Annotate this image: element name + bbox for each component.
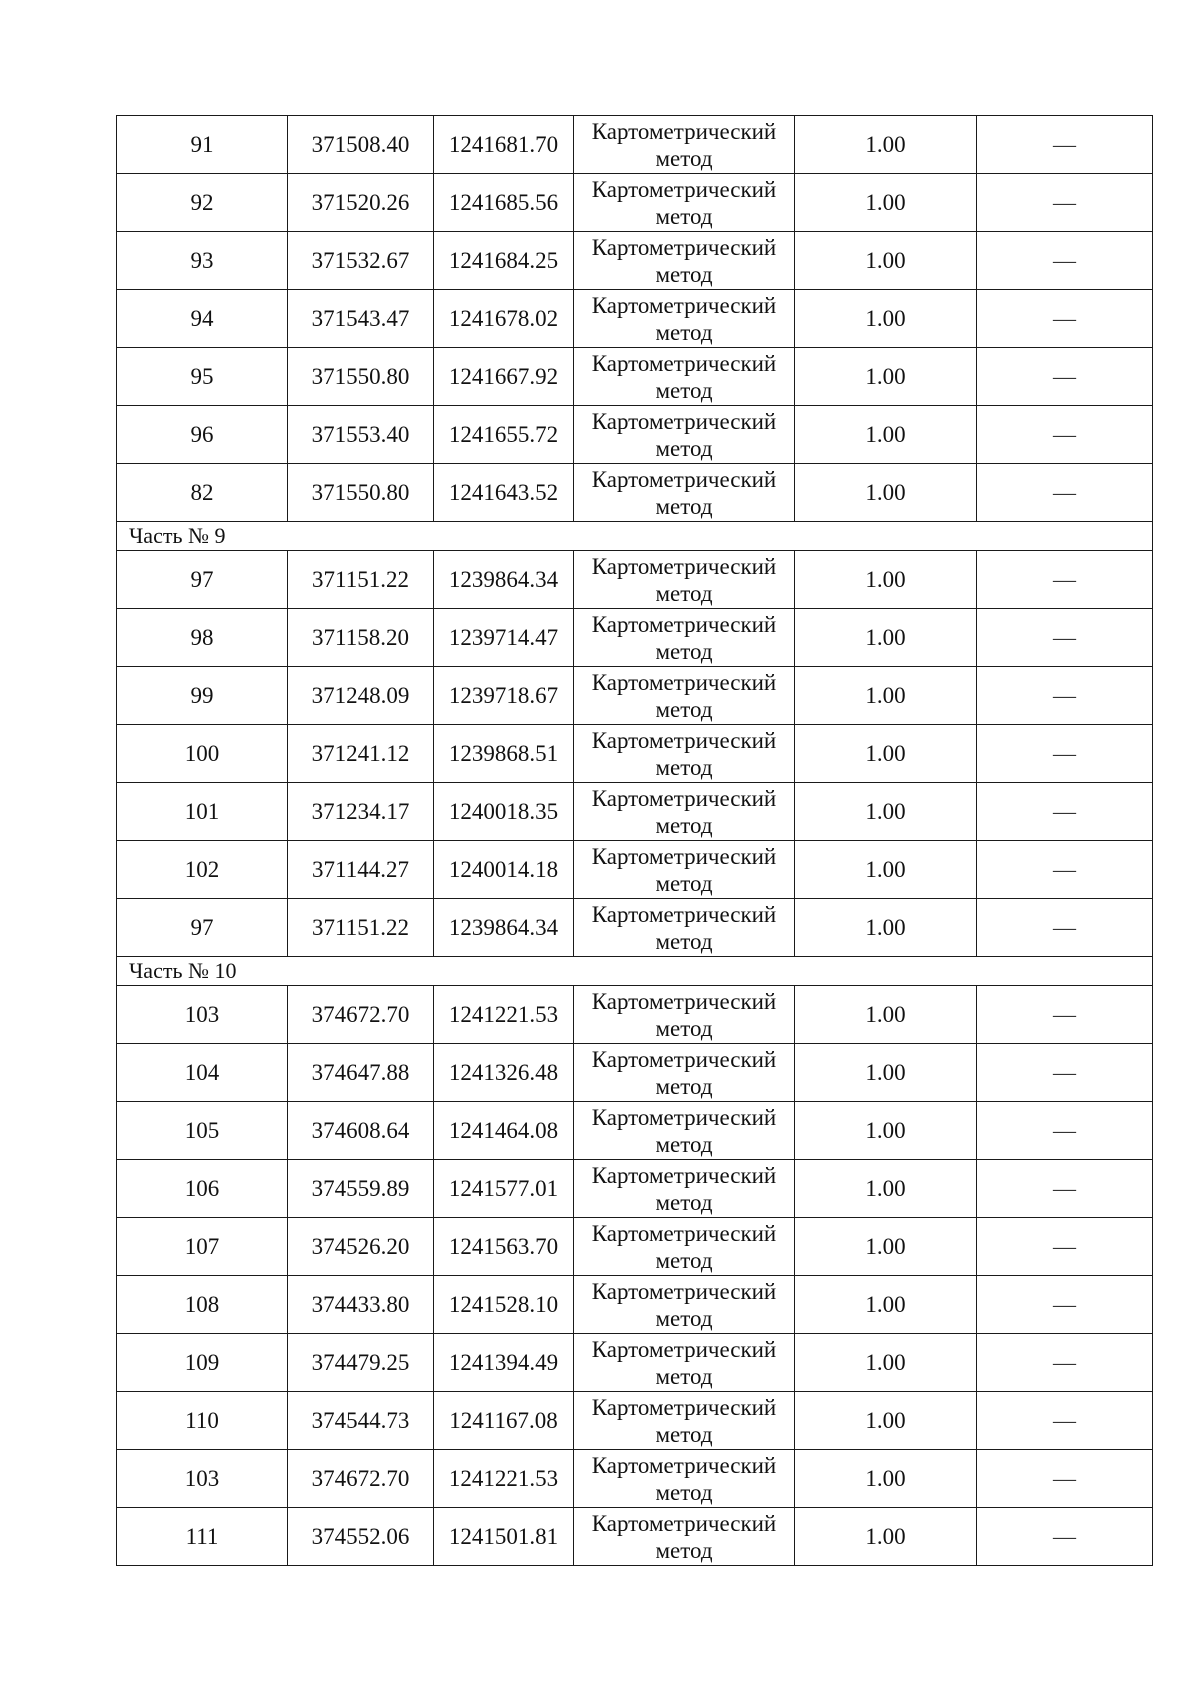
method-text-line1: Картометрический <box>591 350 777 376</box>
x-coordinate-cell: 371151.22 <box>288 551 434 609</box>
table-row <box>117 174 1153 232</box>
table-row <box>117 609 1153 667</box>
method-text-line2: метод <box>655 319 713 345</box>
method-text-line1: Картометрический <box>591 1162 777 1188</box>
table-row <box>117 783 1153 841</box>
method-text-line2: метод <box>655 145 713 171</box>
y-coordinate-cell: 1241394.49 <box>434 1334 574 1392</box>
y-coordinate-cell: 1241167.08 <box>434 1392 574 1450</box>
description-cell: — <box>977 348 1153 406</box>
description-cell: — <box>977 232 1153 290</box>
x-coordinate-cell: 371248.09 <box>288 667 434 725</box>
point-number-cell: 97 <box>117 551 288 609</box>
point-number-cell: 103 <box>117 1450 288 1508</box>
description-cell: — <box>977 725 1153 783</box>
method-text-line2: метод <box>655 1015 713 1041</box>
y-coordinate-cell: 1241563.70 <box>434 1218 574 1276</box>
method-text-line2: метод <box>655 1131 713 1157</box>
description-cell: — <box>977 1102 1153 1160</box>
table-row <box>117 290 1153 348</box>
method-cell <box>574 232 795 290</box>
method-text-line1: Картометрический <box>591 553 777 579</box>
method-text-line1: Картометрический <box>591 466 777 492</box>
y-coordinate-cell: 1241655.72 <box>434 406 574 464</box>
x-coordinate-cell: 374672.70 <box>288 986 434 1044</box>
accuracy-cell: 1.00 <box>795 841 977 899</box>
x-coordinate-cell: 371158.20 <box>288 609 434 667</box>
point-number-cell: 104 <box>117 1044 288 1102</box>
method-text-line2: метод <box>655 580 713 606</box>
method-text-line2: метод <box>655 754 713 780</box>
method-text-line1: Картометрический <box>591 1452 777 1478</box>
accuracy-cell: 1.00 <box>795 725 977 783</box>
y-coordinate-cell: 1239864.34 <box>434 899 574 957</box>
method-cell <box>574 551 795 609</box>
method-cell <box>574 1508 795 1566</box>
point-number-cell: 98 <box>117 609 288 667</box>
method-text-line2: метод <box>655 1189 713 1215</box>
table-row <box>117 667 1153 725</box>
accuracy-cell: 1.00 <box>795 406 977 464</box>
y-coordinate-cell: 1239718.67 <box>434 667 574 725</box>
description-cell: — <box>977 1160 1153 1218</box>
x-coordinate-cell: 374647.88 <box>288 1044 434 1102</box>
method-text-line1: Картометрический <box>591 727 777 753</box>
description-cell: — <box>977 1218 1153 1276</box>
y-coordinate-cell: 1241667.92 <box>434 348 574 406</box>
point-number-cell: 103 <box>117 986 288 1044</box>
point-number-cell: 100 <box>117 725 288 783</box>
description-cell: — <box>977 1450 1153 1508</box>
method-text-line1: Картометрический <box>591 1278 777 1304</box>
table-row <box>117 1160 1153 1218</box>
accuracy-cell: 1.00 <box>795 783 977 841</box>
method-text-line2: метод <box>655 870 713 896</box>
description-cell: — <box>977 116 1153 174</box>
y-coordinate-cell: 1241643.52 <box>434 464 574 522</box>
x-coordinate-cell: 371543.47 <box>288 290 434 348</box>
y-coordinate-cell: 1239714.47 <box>434 609 574 667</box>
method-text-line1: Картометрический <box>591 176 777 202</box>
part-label: Часть № 10 <box>117 957 1153 986</box>
accuracy-cell: 1.00 <box>795 1160 977 1218</box>
accuracy-cell: 1.00 <box>795 1334 977 1392</box>
x-coordinate-cell: 374552.06 <box>288 1508 434 1566</box>
description-cell: — <box>977 667 1153 725</box>
description-cell: — <box>977 1276 1153 1334</box>
x-coordinate-cell: 371520.26 <box>288 174 434 232</box>
table-row <box>117 1450 1153 1508</box>
table-row <box>117 1392 1153 1450</box>
table-row <box>117 986 1153 1044</box>
y-coordinate-cell: 1239864.34 <box>434 551 574 609</box>
method-text-line1: Картометрический <box>591 1220 777 1246</box>
method-cell <box>574 609 795 667</box>
description-cell: — <box>977 1044 1153 1102</box>
table-row <box>117 348 1153 406</box>
method-text-line1: Картометрический <box>591 785 777 811</box>
point-number-cell: 105 <box>117 1102 288 1160</box>
y-coordinate-cell: 1241684.25 <box>434 232 574 290</box>
method-text-line1: Картометрический <box>591 1336 777 1362</box>
method-text-line2: метод <box>655 377 713 403</box>
method-cell <box>574 348 795 406</box>
part-header-row <box>117 522 1153 551</box>
accuracy-cell: 1.00 <box>795 1508 977 1566</box>
method-text-line1: Картометрический <box>591 408 777 434</box>
point-number-cell: 96 <box>117 406 288 464</box>
point-number-cell: 107 <box>117 1218 288 1276</box>
y-coordinate-cell: 1241464.08 <box>434 1102 574 1160</box>
method-text-line2: метод <box>655 1247 713 1273</box>
table-row <box>117 1334 1153 1392</box>
coordinates-table <box>116 115 1153 1566</box>
point-number-cell: 109 <box>117 1334 288 1392</box>
accuracy-cell: 1.00 <box>795 1218 977 1276</box>
accuracy-cell: 1.00 <box>795 232 977 290</box>
table-row <box>117 406 1153 464</box>
method-cell <box>574 725 795 783</box>
method-text-line2: метод <box>655 1479 713 1505</box>
description-cell: — <box>977 899 1153 957</box>
accuracy-cell: 1.00 <box>795 551 977 609</box>
x-coordinate-cell: 374544.73 <box>288 1392 434 1450</box>
method-text-line1: Картометрический <box>591 1046 777 1072</box>
method-text-line2: метод <box>655 1363 713 1389</box>
description-cell: — <box>977 406 1153 464</box>
y-coordinate-cell: 1241221.53 <box>434 986 574 1044</box>
part-label: Часть № 9 <box>117 522 1153 551</box>
method-cell <box>574 1450 795 1508</box>
accuracy-cell: 1.00 <box>795 609 977 667</box>
coordinates-table-body <box>117 116 1153 1566</box>
point-number-cell: 82 <box>117 464 288 522</box>
point-number-cell: 94 <box>117 290 288 348</box>
method-cell <box>574 1160 795 1218</box>
x-coordinate-cell: 374433.80 <box>288 1276 434 1334</box>
description-cell: — <box>977 551 1153 609</box>
method-text-line1: Картометрический <box>591 118 777 144</box>
method-text-line2: метод <box>655 261 713 287</box>
x-coordinate-cell: 374608.64 <box>288 1102 434 1160</box>
point-number-cell: 111 <box>117 1508 288 1566</box>
y-coordinate-cell: 1241685.56 <box>434 174 574 232</box>
description-cell: — <box>977 1334 1153 1392</box>
method-text-line2: метод <box>655 928 713 954</box>
method-cell <box>574 116 795 174</box>
method-cell <box>574 841 795 899</box>
description-cell: — <box>977 1508 1153 1566</box>
method-text-line1: Картометрический <box>591 669 777 695</box>
method-text-line2: метод <box>655 1421 713 1447</box>
description-cell: — <box>977 290 1153 348</box>
method-text-line1: Картометрический <box>591 1394 777 1420</box>
x-coordinate-cell: 374559.89 <box>288 1160 434 1218</box>
description-cell: — <box>977 1392 1153 1450</box>
accuracy-cell: 1.00 <box>795 464 977 522</box>
method-cell <box>574 1218 795 1276</box>
accuracy-cell: 1.00 <box>795 1044 977 1102</box>
method-cell <box>574 1102 795 1160</box>
point-number-cell: 93 <box>117 232 288 290</box>
table-row <box>117 1276 1153 1334</box>
x-coordinate-cell: 371144.27 <box>288 841 434 899</box>
method-cell <box>574 1044 795 1102</box>
table-row <box>117 725 1153 783</box>
description-cell: — <box>977 174 1153 232</box>
method-text-line1: Картометрический <box>591 1104 777 1130</box>
method-cell <box>574 464 795 522</box>
method-cell <box>574 783 795 841</box>
method-text-line1: Картометрический <box>591 843 777 869</box>
point-number-cell: 97 <box>117 899 288 957</box>
method-cell <box>574 1392 795 1450</box>
description-cell: — <box>977 783 1153 841</box>
method-text-line1: Картометрический <box>591 292 777 318</box>
x-coordinate-cell: 374479.25 <box>288 1334 434 1392</box>
method-cell <box>574 1276 795 1334</box>
point-number-cell: 99 <box>117 667 288 725</box>
accuracy-cell: 1.00 <box>795 1392 977 1450</box>
table-row <box>117 1218 1153 1276</box>
x-coordinate-cell: 371553.40 <box>288 406 434 464</box>
point-number-cell: 92 <box>117 174 288 232</box>
method-text-line1: Картометрический <box>591 611 777 637</box>
part-header-row <box>117 957 1153 986</box>
y-coordinate-cell: 1239868.51 <box>434 725 574 783</box>
method-text-line2: метод <box>655 1537 713 1563</box>
accuracy-cell: 1.00 <box>795 116 977 174</box>
description-cell: — <box>977 986 1153 1044</box>
method-text-line2: метод <box>655 1305 713 1331</box>
accuracy-cell: 1.00 <box>795 174 977 232</box>
method-cell <box>574 1334 795 1392</box>
method-cell <box>574 290 795 348</box>
x-coordinate-cell: 371241.12 <box>288 725 434 783</box>
y-coordinate-cell: 1240014.18 <box>434 841 574 899</box>
x-coordinate-cell: 374672.70 <box>288 1450 434 1508</box>
method-text-line2: метод <box>655 812 713 838</box>
method-text-line2: метод <box>655 493 713 519</box>
x-coordinate-cell: 374526.20 <box>288 1218 434 1276</box>
y-coordinate-cell: 1241681.70 <box>434 116 574 174</box>
y-coordinate-cell: 1240018.35 <box>434 783 574 841</box>
method-text-line2: метод <box>655 203 713 229</box>
point-number-cell: 106 <box>117 1160 288 1218</box>
table-row <box>117 841 1153 899</box>
description-cell: — <box>977 609 1153 667</box>
point-number-cell: 102 <box>117 841 288 899</box>
table-row <box>117 551 1153 609</box>
table-row <box>117 1508 1153 1566</box>
accuracy-cell: 1.00 <box>795 899 977 957</box>
table-row <box>117 116 1153 174</box>
method-text-line2: метод <box>655 435 713 461</box>
table-row <box>117 1102 1153 1160</box>
method-cell <box>574 899 795 957</box>
accuracy-cell: 1.00 <box>795 1450 977 1508</box>
accuracy-cell: 1.00 <box>795 986 977 1044</box>
y-coordinate-cell: 1241221.53 <box>434 1450 574 1508</box>
method-text-line2: метод <box>655 1073 713 1099</box>
description-cell: — <box>977 841 1153 899</box>
method-text-line2: метод <box>655 638 713 664</box>
y-coordinate-cell: 1241501.81 <box>434 1508 574 1566</box>
method-cell <box>574 667 795 725</box>
x-coordinate-cell: 371151.22 <box>288 899 434 957</box>
method-text-line1: Картометрический <box>591 1510 777 1536</box>
accuracy-cell: 1.00 <box>795 1102 977 1160</box>
x-coordinate-cell: 371532.67 <box>288 232 434 290</box>
accuracy-cell: 1.00 <box>795 1276 977 1334</box>
x-coordinate-cell: 371550.80 <box>288 464 434 522</box>
x-coordinate-cell: 371508.40 <box>288 116 434 174</box>
description-cell: — <box>977 464 1153 522</box>
y-coordinate-cell: 1241678.02 <box>434 290 574 348</box>
point-number-cell: 95 <box>117 348 288 406</box>
table-row <box>117 1044 1153 1102</box>
method-text-line1: Картометрический <box>591 988 777 1014</box>
accuracy-cell: 1.00 <box>795 348 977 406</box>
table-row <box>117 899 1153 957</box>
method-cell <box>574 986 795 1044</box>
y-coordinate-cell: 1241577.01 <box>434 1160 574 1218</box>
method-cell <box>574 406 795 464</box>
method-cell <box>574 174 795 232</box>
accuracy-cell: 1.00 <box>795 667 977 725</box>
point-number-cell: 110 <box>117 1392 288 1450</box>
point-number-cell: 91 <box>117 116 288 174</box>
method-text-line1: Картометрический <box>591 234 777 260</box>
x-coordinate-cell: 371550.80 <box>288 348 434 406</box>
x-coordinate-cell: 371234.17 <box>288 783 434 841</box>
method-text-line2: метод <box>655 696 713 722</box>
table-row <box>117 464 1153 522</box>
point-number-cell: 101 <box>117 783 288 841</box>
accuracy-cell: 1.00 <box>795 290 977 348</box>
y-coordinate-cell: 1241326.48 <box>434 1044 574 1102</box>
method-text-line1: Картометрический <box>591 901 777 927</box>
table-row <box>117 232 1153 290</box>
y-coordinate-cell: 1241528.10 <box>434 1276 574 1334</box>
point-number-cell: 108 <box>117 1276 288 1334</box>
